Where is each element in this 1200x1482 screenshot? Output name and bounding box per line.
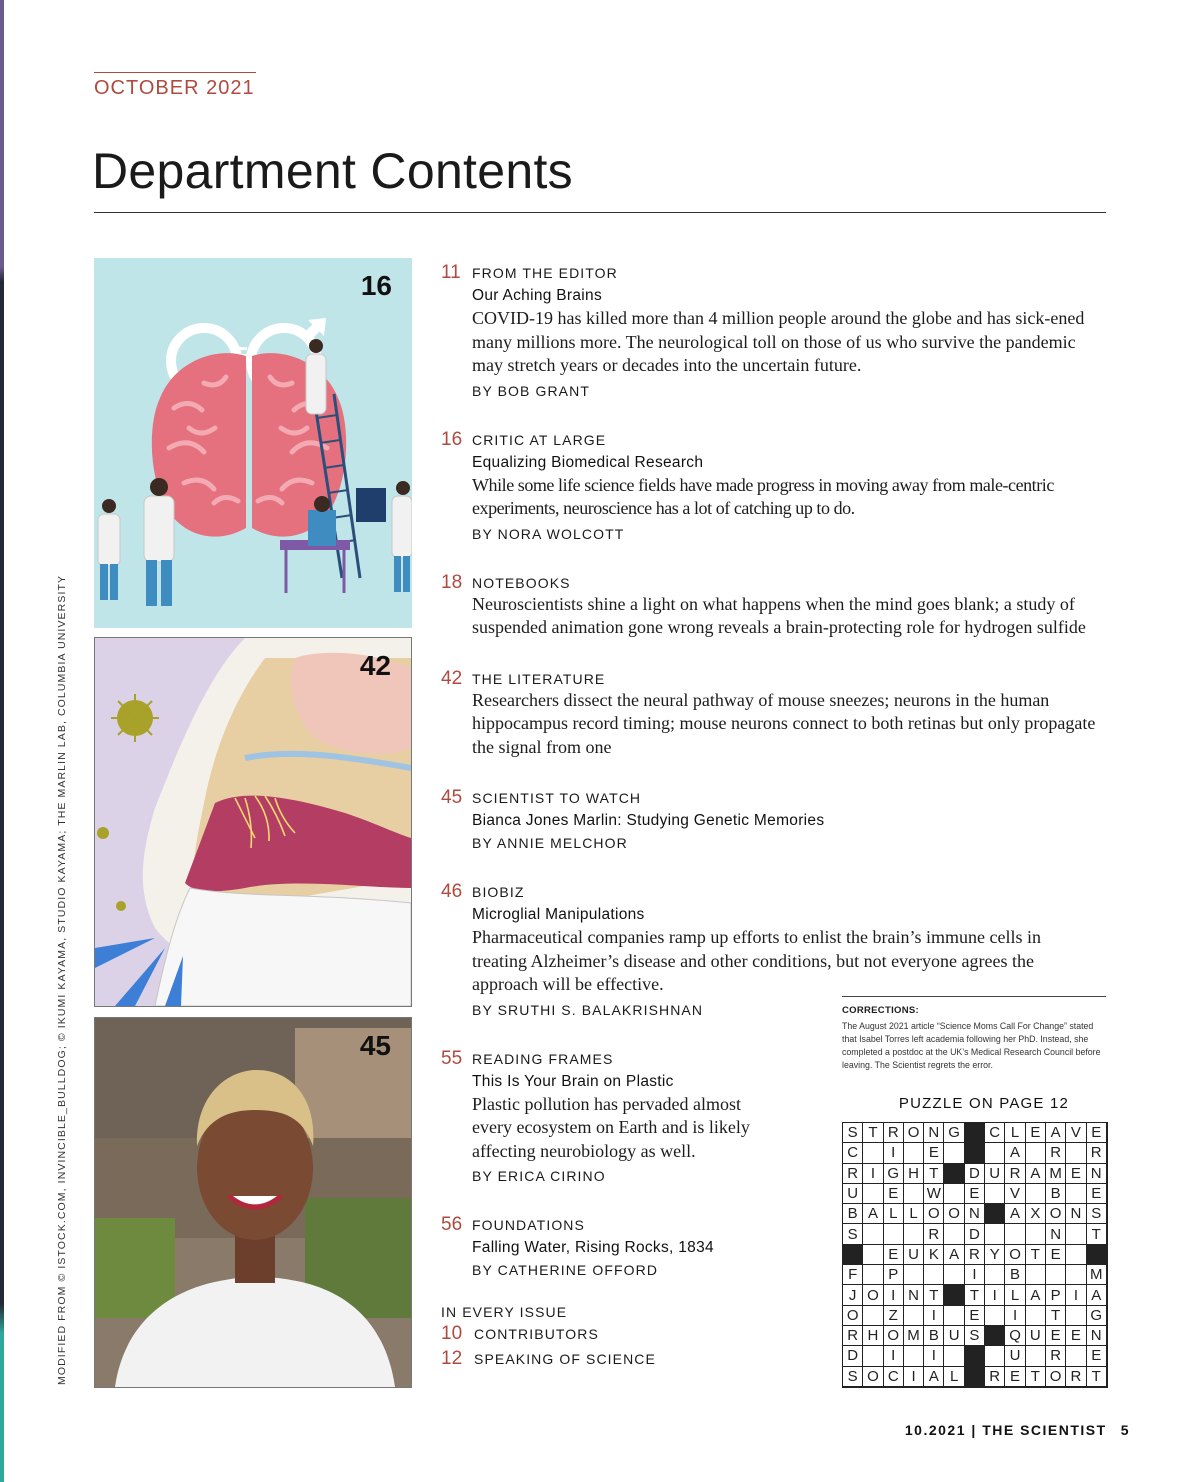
crossword-cell: I: [965, 1265, 985, 1285]
puzzle-title: PUZZLE ON PAGE 12: [898, 1095, 1070, 1112]
crossword-cell: S: [1087, 1204, 1107, 1224]
crossword-cell: E: [884, 1245, 904, 1265]
toc-entry-the-literature[interactable]: [441, 667, 1101, 760]
crossword-cell: I: [884, 1346, 904, 1366]
crossword-cell: O: [1046, 1204, 1066, 1224]
crossword-solution-grid: [842, 1122, 1108, 1388]
crossword-cell: G: [944, 1123, 964, 1143]
crossword-cell: Q: [1005, 1326, 1025, 1346]
portrait-photo: [95, 1018, 411, 1387]
crossword-cell: [944, 1306, 964, 1326]
crossword-cell: T: [965, 1285, 985, 1305]
section-label: SPEAKING OF SCIENCE: [474, 1351, 656, 1367]
crossword-cell: V: [1005, 1184, 1025, 1204]
thumbnail-portrait[interactable]: [94, 1017, 412, 1388]
crossword-cell: [924, 1265, 944, 1285]
issue-month: OCTOBER 2021: [94, 72, 256, 100]
crossword-cell: W: [924, 1184, 944, 1204]
crossword-cell: [863, 1184, 883, 1204]
image-credit: MODIFIED FROM © ISTOCK.COM, INVINCIBLE_BULLDOG; © IKUMI KAYAMA, STUDIO KAYAMA; THE MARLIN LAB, COLUMBIA UNIVERSITY: [56, 574, 68, 1385]
entry-byline: BY CATHERINE OFFORD: [472, 1262, 659, 1278]
crossword-cell: [1066, 1306, 1086, 1326]
crossword-cell: X: [1026, 1204, 1046, 1224]
crossword-cell: U: [1026, 1326, 1046, 1346]
crossword-cell: [1026, 1184, 1046, 1204]
section-label: CONTRIBUTORS: [474, 1326, 599, 1342]
corrections-body: The August 2021 article “Science Moms Call For Change” stated that Isabel Torres left academia following her PhD. Instead, she completed a postdoc at the UK’s Medical Research Council before leaving. The Scientist regrets the error.: [842, 1021, 1101, 1070]
crossword-cell: [863, 1245, 883, 1265]
entry-byline: BY NORA WOLCOTT: [472, 525, 625, 542]
entry-description: Neuroscientists shine a light on what happens when the mind goes blank; a study of suspended animation gone wrong reveals a brain-protecting role for hydrogen sulfide: [472, 593, 1086, 637]
crossword-cell: [863, 1346, 883, 1366]
crossword-cell: T: [1046, 1306, 1066, 1326]
crossword-cell: S: [843, 1367, 863, 1387]
entry-title[interactable]: This Is Your Brain on Plastic: [472, 1072, 674, 1090]
crossword-cell: [944, 1143, 964, 1163]
entry-title[interactable]: Microglial Manipulations: [472, 906, 645, 923]
crossword-cell: M: [1087, 1265, 1107, 1285]
crossword-cell: B: [924, 1326, 944, 1346]
section-label: SCIENTIST TO WATCH: [472, 790, 642, 806]
crossword-cell: N: [1046, 1224, 1066, 1244]
page-title: Department Contents: [92, 143, 573, 199]
crossword-cell: I: [904, 1367, 924, 1387]
crossword-cell: [1066, 1224, 1086, 1244]
crossword-cell: T: [1026, 1367, 1046, 1387]
crossword-cell: O: [944, 1204, 964, 1224]
crossword-cell: I: [884, 1143, 904, 1163]
toc-entry-scientist-to-watch[interactable]: [441, 787, 1101, 851]
crossword-black-cell: [843, 1245, 863, 1265]
crossword-cell: B: [843, 1204, 863, 1224]
page-number: 11: [441, 262, 461, 283]
crossword-cell: D: [965, 1164, 985, 1184]
thumbnail-page-number: 42: [359, 650, 391, 681]
crossword-cell: N: [904, 1285, 924, 1305]
crossword-cell: [1066, 1265, 1086, 1285]
crossword-cell: [985, 1346, 1005, 1366]
crossword-cell: [944, 1265, 964, 1285]
page-number: 18: [441, 571, 463, 593]
crossword-cell: I: [985, 1285, 1005, 1305]
crossword-cell: L: [944, 1367, 964, 1387]
crossword-black-cell: [985, 1326, 1005, 1346]
crossword-cell: R: [1066, 1367, 1086, 1387]
entry-description: Researchers dissect the neural pathway of mouse sneezes; neurons in the human hippocampus record timing; mouse neurons connect to both retinas but only propagate the signal from one: [472, 689, 1096, 757]
mouse-sneeze-illustration: [95, 638, 411, 1006]
title-divider: [94, 212, 1106, 213]
section-label: CRITIC AT LARGE: [472, 431, 607, 448]
thumbnail-page-number: 16: [360, 270, 392, 301]
page-number: 45: [441, 787, 463, 808]
crossword-cell: S: [843, 1123, 863, 1143]
crossword-cell: U: [843, 1184, 863, 1204]
crossword-cell: T: [1087, 1367, 1107, 1387]
crossword-cell: C: [884, 1367, 904, 1387]
crossword-cell: [1026, 1143, 1046, 1163]
entry-description: Pharmaceutical companies ramp up efforts to enlist the brain’s immune cells in treating Alzheimer’s disease and other conditions, but not everyone agrees the approach will be effective.: [472, 927, 1042, 994]
crossword-cell: [1026, 1346, 1046, 1366]
entry-title[interactable]: Equalizing Biomedical Research: [472, 453, 704, 471]
crossword-cell: E: [1026, 1123, 1046, 1143]
crossword-cell: R: [924, 1224, 944, 1244]
page-number: 10: [441, 1323, 463, 1344]
crossword-cell: R: [843, 1326, 863, 1346]
entry-byline: BY ERICA CIRINO: [472, 1168, 606, 1184]
crossword-cell: [944, 1346, 964, 1366]
crossword-cell: [904, 1224, 924, 1244]
crossword-cell: O: [1005, 1245, 1025, 1265]
entry-description: While some life science fields have made progress in moving away from male-centric experiments, neuroscience has a lot of catching up to do.: [472, 474, 1054, 518]
crossword-cell: [985, 1184, 1005, 1204]
crossword-cell: I: [863, 1164, 883, 1184]
section-label: BIOBIZ: [472, 884, 525, 900]
crossword-cell: A: [1005, 1143, 1025, 1163]
entry-byline: BY SRUTHI S. BALAKRISHNAN: [472, 1001, 704, 1018]
page-number: 42: [441, 667, 463, 689]
toc-entry-notebooks[interactable]: [441, 571, 1101, 640]
crossword-cell: N: [1087, 1164, 1107, 1184]
crossword-cell: K: [924, 1245, 944, 1265]
crossword-cell: V: [1066, 1123, 1086, 1143]
crossword-cell: M: [1046, 1164, 1066, 1184]
crossword-cell: A: [863, 1204, 883, 1224]
crossword-cell: H: [863, 1326, 883, 1346]
section-label: READING FRAMES: [472, 1050, 614, 1067]
crossword-cell: [863, 1143, 883, 1163]
crossword-cell: [1066, 1184, 1086, 1204]
crossword-cell: [944, 1224, 964, 1244]
page-number: 56: [441, 1214, 463, 1235]
crossword-black-cell: [965, 1123, 985, 1143]
crossword-cell: [904, 1265, 924, 1285]
crossword-cell: D: [843, 1346, 863, 1366]
crossword-cell: I: [1066, 1285, 1086, 1305]
crossword-cell: [1066, 1245, 1086, 1265]
crossword-cell: H: [904, 1164, 924, 1184]
toc-entry-from-the-editor[interactable]: [441, 262, 1101, 399]
crossword-cell: E: [965, 1306, 985, 1326]
thumbnail-mouse[interactable]: [94, 637, 412, 1007]
crossword-cell: A: [1087, 1285, 1107, 1305]
thumbnail-brain[interactable]: [94, 258, 412, 628]
crossword-cell: I: [924, 1306, 944, 1326]
crossword-cell: [1026, 1224, 1046, 1244]
crossword-cell: T: [1026, 1245, 1046, 1265]
crossword-cell: S: [843, 1224, 863, 1244]
crossword-cell: A: [1046, 1123, 1066, 1143]
crossword-cell: R: [985, 1367, 1005, 1387]
crossword-cell: P: [884, 1265, 904, 1285]
crossword-cell: O: [863, 1367, 883, 1387]
crossword-cell: R: [1046, 1346, 1066, 1366]
crossword-cell: [884, 1224, 904, 1244]
section-label: NOTEBOOKS: [472, 574, 571, 591]
crossword-cell: U: [985, 1164, 1005, 1184]
crossword-cell: E: [1087, 1184, 1107, 1204]
section-label: THE LITERATURE: [472, 670, 606, 687]
crossword-cell: [863, 1224, 883, 1244]
entry-description: Plastic pollution has pervaded almost every ecosystem on Earth and is likely affecting neurobiology as well.: [472, 1093, 750, 1161]
page-footer: [905, 1422, 1130, 1438]
footer-page-number: 5: [1120, 1422, 1130, 1438]
crossword-black-cell: [965, 1143, 985, 1163]
crossword-cell: A: [1026, 1285, 1046, 1305]
crossword-cell: [1026, 1265, 1046, 1285]
thumbnail-page-number: 45: [359, 1030, 391, 1061]
crossword-cell: I: [884, 1285, 904, 1305]
crossword-cell: S: [965, 1326, 985, 1346]
crossword-cell: O: [843, 1306, 863, 1326]
crossword-cell: U: [1005, 1346, 1025, 1366]
crossword-cell: [985, 1224, 1005, 1244]
crossword-cell: N: [924, 1123, 944, 1143]
crossword-cell: O: [884, 1326, 904, 1346]
crossword-cell: E: [1005, 1367, 1025, 1387]
crossword-cell: R: [1005, 1164, 1025, 1184]
crossword-cell: C: [985, 1123, 1005, 1143]
section-label: FOUNDATIONS: [472, 1217, 585, 1233]
corrections-box: [842, 996, 1106, 1072]
entry-description: COVID-19 has killed more than 4 million people around the globe and has sick-ened many millions more. The neurological toll on those of us who survive the pandemic may stretch years or decades into the uncertain future.: [472, 308, 1085, 375]
page-edge-strip: [0, 0, 4, 1482]
page-number: 12: [441, 1348, 463, 1369]
crossword-cell: [1005, 1224, 1025, 1244]
crossword-black-cell: [1087, 1245, 1107, 1265]
crossword-cell: [904, 1346, 924, 1366]
crossword-cell: E: [1066, 1164, 1086, 1184]
footer-issue: 10.2021 | THE SCIENTIST: [904, 1422, 1107, 1438]
crossword-cell: [904, 1184, 924, 1204]
crossword-cell: [985, 1265, 1005, 1285]
crossword-cell: A: [944, 1245, 964, 1265]
crossword-cell: B: [1005, 1265, 1025, 1285]
crossword-cell: [985, 1306, 1005, 1326]
crossword-cell: [1066, 1143, 1086, 1163]
crossword-cell: G: [884, 1164, 904, 1184]
crossword-cell: L: [1005, 1123, 1025, 1143]
crossword-cell: A: [1026, 1164, 1046, 1184]
crossword-cell: P: [1046, 1285, 1066, 1305]
crossword-cell: E: [1046, 1326, 1066, 1346]
entry-title[interactable]: Falling Water, Rising Rocks, 1834: [472, 1239, 714, 1256]
crossword-black-cell: [965, 1367, 985, 1387]
crossword-black-cell: [985, 1204, 1005, 1224]
crossword-cell: N: [1066, 1204, 1086, 1224]
entry-title[interactable]: Our Aching Brains: [472, 287, 603, 304]
crossword-cell: L: [1005, 1285, 1025, 1305]
crossword-cell: B: [1046, 1184, 1066, 1204]
crossword-cell: O: [1046, 1367, 1066, 1387]
crossword-black-cell: [944, 1164, 964, 1184]
crossword-cell: [985, 1143, 1005, 1163]
crossword-cell: O: [904, 1123, 924, 1143]
crossword-cell: T: [863, 1123, 883, 1143]
crossword-cell: U: [944, 1326, 964, 1346]
crossword-cell: L: [884, 1204, 904, 1224]
crossword-cell: E: [1087, 1346, 1107, 1366]
crossword-cell: T: [924, 1164, 944, 1184]
crossword-cell: [944, 1184, 964, 1204]
crossword-cell: U: [904, 1245, 924, 1265]
toc-entry-critic-at-large[interactable]: [441, 428, 1101, 542]
crossword-cell: T: [924, 1285, 944, 1305]
page-number: 16: [441, 428, 463, 450]
crossword-cell: E: [924, 1143, 944, 1163]
crossword-cell: R: [884, 1123, 904, 1143]
crossword-cell: [904, 1306, 924, 1326]
page-number: 55: [441, 1047, 463, 1069]
crossword-cell: E: [1087, 1123, 1107, 1143]
entry-byline: BY ANNIE MELCHOR: [472, 835, 628, 851]
crossword-cell: N: [1087, 1326, 1107, 1346]
crossword-cell: E: [1066, 1326, 1086, 1346]
crossword-cell: [1046, 1265, 1066, 1285]
brain-illustration: [94, 258, 412, 628]
crossword-cell: A: [1005, 1204, 1025, 1224]
crossword-cell: T: [1087, 1224, 1107, 1244]
crossword-cell: A: [924, 1367, 944, 1387]
every-issue-label: IN EVERY ISSUE: [441, 1304, 568, 1320]
crossword-cell: [863, 1306, 883, 1326]
crossword-cell: J: [843, 1285, 863, 1305]
corrections-title: CORRECTIONS:: [842, 1005, 919, 1016]
entry-title[interactable]: Bianca Jones Marlin: Studying Genetic Memories: [472, 812, 825, 829]
crossword-cell: Y: [985, 1245, 1005, 1265]
crossword-cell: F: [843, 1265, 863, 1285]
crossword-cell: Z: [884, 1306, 904, 1326]
crossword-cell: [1026, 1306, 1046, 1326]
crossword-cell: E: [884, 1184, 904, 1204]
crossword-black-cell: [944, 1285, 964, 1305]
crossword-black-cell: [965, 1346, 985, 1366]
crossword-cell: N: [965, 1204, 985, 1224]
crossword-cell: L: [904, 1204, 924, 1224]
crossword-cell: C: [843, 1143, 863, 1163]
crossword-cell: [904, 1143, 924, 1163]
crossword-cell: O: [863, 1285, 883, 1305]
crossword-cell: R: [843, 1164, 863, 1184]
crossword-cell: [1066, 1346, 1086, 1366]
crossword-cell: E: [1046, 1245, 1066, 1265]
crossword-cell: O: [924, 1204, 944, 1224]
crossword-cell: I: [924, 1346, 944, 1366]
crossword-cell: D: [965, 1224, 985, 1244]
crossword-cell: M: [904, 1326, 924, 1346]
crossword-cell: R: [1046, 1143, 1066, 1163]
entry-byline: BY BOB GRANT: [472, 382, 590, 399]
crossword-cell: R: [965, 1245, 985, 1265]
crossword-cell: E: [965, 1184, 985, 1204]
crossword-cell: [863, 1265, 883, 1285]
section-label: FROM THE EDITOR: [472, 265, 618, 281]
crossword-cell: R: [1087, 1143, 1107, 1163]
crossword-cell: I: [1005, 1306, 1025, 1326]
page-number: 46: [441, 881, 463, 902]
crossword-cell: G: [1087, 1306, 1107, 1326]
